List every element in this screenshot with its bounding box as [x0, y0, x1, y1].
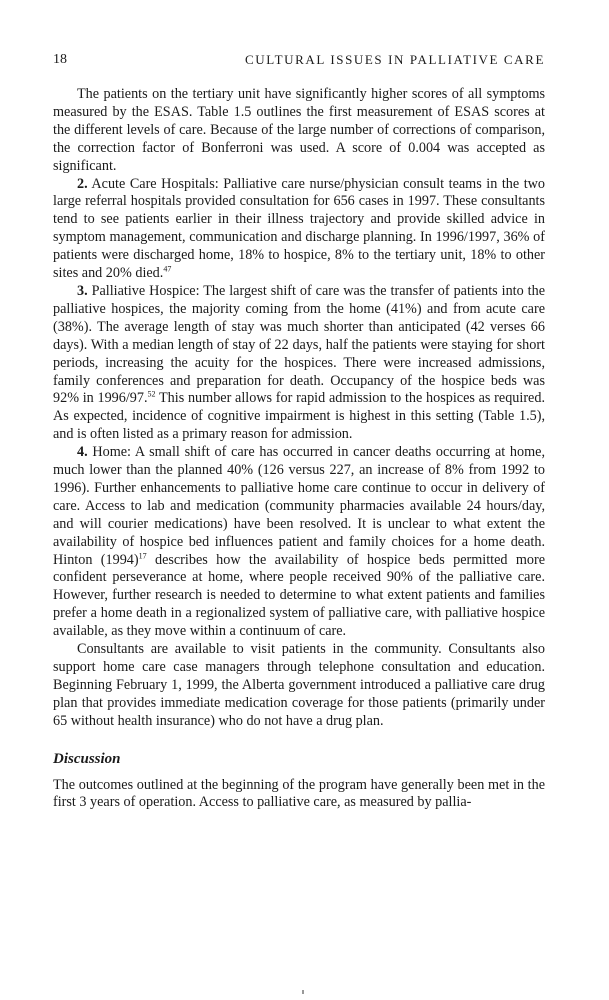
paragraph-consultants: Consultants are available to visit patients in the community. Consultants also support home care case managers through telephone consultation and education. Beginning February 1, 1999, the Alberta government introduced a palliative care drug plan that provides immediate medication coverage for those patients (primarily under 65 without health insurance) who do not have a drug plan.: [53, 641, 545, 729]
running-title: CULTURAL ISSUES IN PALLIATIVE CARE: [245, 52, 545, 67]
item-number: 4.: [77, 444, 88, 461]
paragraph-discussion: The outcomes outlined at the beginning of the program have generally been met in the first 3 years of operation. Access to palliative care, as measured by pallia-: [53, 776, 545, 811]
body-text: [53, 86, 545, 812]
reference-superscript: 47: [163, 264, 172, 274]
paragraph-home: 4. Home: A small shift of care has occurred in cancer deaths occurring at home, much lower than the planned 40% (126 versus 227, an increase of 8% from 1992 to 1996). Further enhancements to palliative home care continue to occur in delivery of care. Access to lab and medication (community pharmacies available 24 hours/day, and will courier medications) have been resolved. It is unclear to what extent the availability of hospice bed influences patient and family choices for a home death. Hinton $(1994)^{17}$ describes how the availability of hospice beds permitted more confident perseverance at home, where people received 90% of the palliative care. However, further research is needed to determine to what extent patients and families prefer a home death in a regionalized system of palliative care, with palliative hospice available, as they move within a continuum of care.: [53, 444, 545, 640]
item-number: 3.: [77, 282, 88, 299]
scan-mark: [302, 990, 304, 994]
section-heading-discussion: Discussion: [53, 750, 121, 767]
paragraph-tertiary-unit: The patients on the tertiary unit have significantly higher scores of all symptoms measured by the ESAS. Table 1.5 outlines the first measurement of ESAS scores at the different levels of care. Because of the large number of corrections of comparison, the correction factor of Bonferroni was used. A score of 0.004 was accepted as significant.: [53, 86, 545, 174]
paragraph-palliative-hospice: 3. Palliative Hospice: The largest shift of care was the transfer of patients into the palliative hospices, the majority coming from the home (41%) and from acute care (38%). The average length of stay was much shorter than anticipated (42 verses 66 days). With a median length of stay of 22 days, half the patients were staying for short periods, increasing the acuity for the hospices. There were increased admissions, family conferences and preparation for death. Occupancy of the hospice beds was 92% in 1996/97.52 This number allows for rapid admission to the hospices as required. As expected, incidence of cognitive impairment is highest in this setting (Table 1.5), and is often listed as a primary reason for admission.: [53, 282, 545, 443]
item-number: 2.: [77, 175, 88, 192]
paragraph-acute-care: 2. Acute Care Hospitals: Palliative care nurse/physician consult teams in the two large referral hospitals provided consultation for 656 cases in 1997. These consultants tend to see patients earlier in their illness trajectory and provide skilled advice in symptom management, communication and discharge planning. In 1996/1997, 36% of patients were discharged home, 18% to hospice, 8% to the tertiary unit, 18% to other sites and 20% died.$^{47}$: [53, 175, 545, 282]
reference-superscript: 52: [147, 389, 156, 399]
reference-superscript: 17: [138, 550, 147, 560]
running-header: [53, 52, 545, 74]
page-number: 18: [53, 52, 67, 67]
document-page: [53, 52, 545, 812]
